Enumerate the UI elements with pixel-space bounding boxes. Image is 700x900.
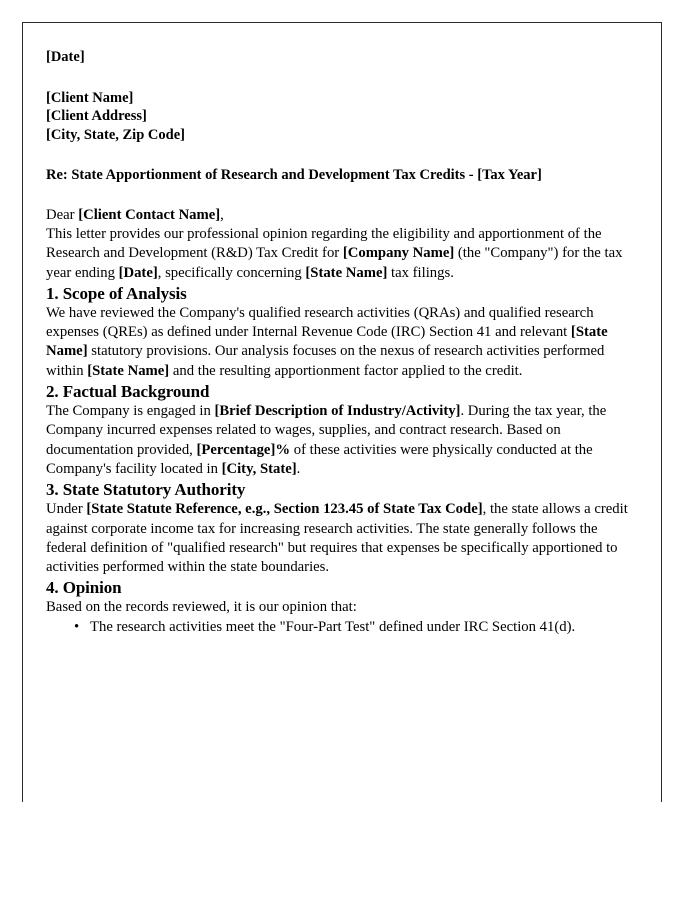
- factual-percentage-placeholder: [Percentage]%: [196, 441, 291, 458]
- recipient-city-state-zip: [City, State, Zip Code]: [46, 126, 185, 143]
- recipient-name: [Client Name]: [46, 89, 134, 106]
- subject-prefix: Re: State Apportionment of Research and Development Tax Credits -: [46, 167, 478, 183]
- list-item: [46, 618, 638, 637]
- factual-part3: of these activities were physically conducted at the Company's facility located in: [46, 441, 593, 477]
- salutation-greeting: Dear: [46, 207, 79, 223]
- recipient-address-block: [46, 89, 638, 145]
- scope-state-placeholder-2: [State Name]: [87, 362, 170, 379]
- opinion-lead-in: Based on the records reviewed, it is our opinion that:: [46, 599, 357, 616]
- scope-part1: We have reviewed the Company's qualified research activities (QRAs) and qualified research expenses (QREs) as defined under Internal Revenue Code (IRC) Section 41 and relevant: [46, 304, 594, 341]
- salutation-contact: [Client Contact Name]: [78, 207, 221, 223]
- factual-part1: The Company is engaged in: [46, 403, 215, 420]
- section-heading-opinion: 4. Opinion: [46, 578, 122, 598]
- section-heading-state-statutory-authority: 3. State Statutory Authority: [46, 480, 246, 500]
- factual-city-state-placeholder: [City, State]: [221, 460, 297, 477]
- intro-date-placeholder: [Date]: [118, 264, 158, 281]
- document-page: [22, 22, 662, 802]
- statute-part1: Under: [46, 501, 87, 518]
- salutation-punctuation: ,: [220, 207, 224, 223]
- intro-company-placeholder: [Company Name]: [342, 245, 455, 262]
- subject-tax-year: [Tax Year]: [477, 167, 542, 183]
- list-item-text: The research activities meet the "Four-Part Test" defined under IRC Section 41(d).: [90, 618, 576, 635]
- subject-line: [46, 166, 638, 185]
- intro-paragraph: [46, 225, 638, 283]
- opinion-bullet-list: [46, 618, 638, 637]
- statute-reference-placeholder: [State Statute Reference, e.g., Section 123.45 of State Tax Code]: [86, 501, 483, 518]
- section-heading-scope: 1. Scope of Analysis: [46, 283, 187, 303]
- factual-industry-placeholder: [Brief Description of Industry/Activity]: [214, 403, 461, 420]
- section-paragraph-factual-background: [46, 402, 638, 479]
- intro-part1: This letter provides our professional opinion regarding the eligibility and apportionment of the Research and Development (R&D) Tax Credit for: [46, 226, 602, 262]
- factual-part4: .: [296, 460, 301, 477]
- statute-part2: , the state allows a credit against corporate income tax for increasing research activities. The state generally follows the federal definition of "qualified research" but requires that expenses be specifically apportioned to activities performed within the state boundaries.: [46, 501, 628, 576]
- scope-part3: and the resulting apportionment factor applied to the credit.: [169, 362, 523, 379]
- section-heading-factual-background: 2. Factual Background: [46, 382, 210, 402]
- recipient-address: [Client Address]: [46, 108, 147, 124]
- intro-part2: (the "Company") for the tax year ending: [46, 245, 623, 281]
- salutation: [46, 206, 638, 225]
- scope-part2: statutory provisions. Our analysis focuses on the nexus of research activities performed within: [46, 343, 605, 379]
- scope-state-placeholder-1: [State Name]: [46, 324, 608, 360]
- bullet-icon: •: [74, 618, 80, 635]
- intro-state-placeholder: [State Name]: [305, 264, 388, 281]
- section-paragraph-scope: [46, 304, 638, 381]
- date-line: [Date]: [46, 49, 85, 65]
- section-paragraph-state-statutory-authority: [46, 500, 638, 577]
- document-body: [46, 23, 638, 637]
- intro-part4: tax filings.: [387, 264, 454, 281]
- factual-part2: . During the tax year, the Company incurred expenses related to wages, supplies, and contract research. Based on documentation provided,: [46, 403, 607, 458]
- intro-part3: , specifically concerning: [157, 264, 306, 281]
